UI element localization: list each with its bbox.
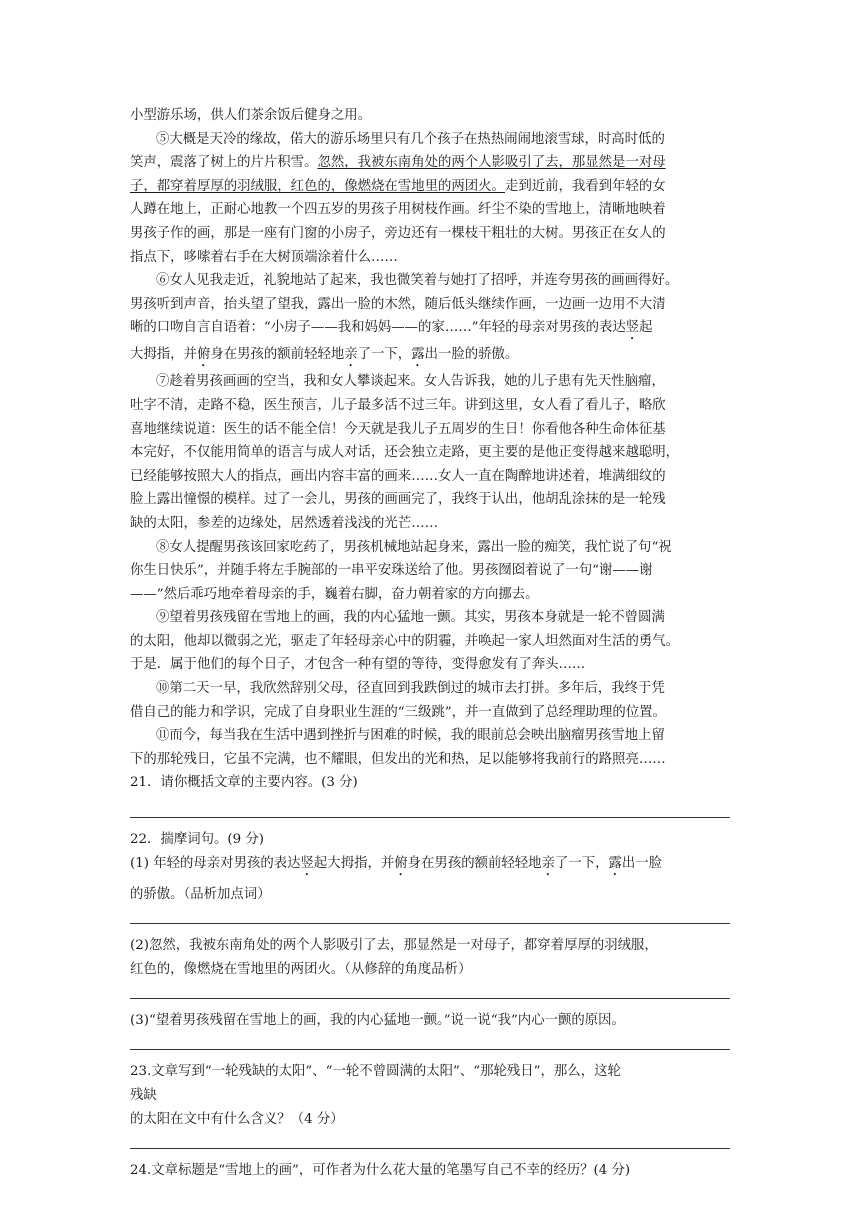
question-22-3: (3)“望着男孩残留在雪地上的画，我的内心猛地一颤。”说一说“我”内心一颤的原因。 bbox=[130, 1013, 625, 1029]
passage-line: ⑪而今，每当我在生活中遇到挫折与困难的时候，我的眼前总会映出脑瘤男孩雪地上留 bbox=[156, 728, 665, 744]
passage-line: ——”然后乖巧地牵着母亲的手，巍着右脚，奋力朝着家的方向挪去。 bbox=[130, 586, 539, 602]
passage-text: 大拇指，并 bbox=[130, 347, 197, 363]
dotted-word: 俯 bbox=[394, 856, 408, 872]
passage-line: 的太阳，他却以微弱之光，驱走了年轻母亲心中的阴霾，并唤起一家人坦然面对生活的勇气。 bbox=[130, 633, 680, 649]
passage-line: ⑩第二天一早，我欣然辞别父母，径直回到我跌倒过的城市去打拼。多年后，我终于凭 bbox=[156, 681, 665, 697]
dotted-word: 亲 bbox=[344, 347, 358, 363]
passage-line: 指点下，哆嗦着右手在大树顶端涂着什么…… bbox=[130, 249, 398, 265]
passage-line bbox=[130, 343, 730, 370]
dotted-word: 竖 bbox=[300, 856, 314, 872]
passage-line bbox=[130, 151, 730, 175]
dotted-word: 俯 bbox=[196, 347, 211, 363]
underlined-sentence: 忽然，我被东南角处的两个人影吸引了去，那显然是一对母 bbox=[317, 155, 666, 171]
answer-line bbox=[130, 998, 730, 999]
passage-line: 喜地继续说道：医生的话不能全信！今天就是我儿子五周岁的生日！你看他各种生命体征基 bbox=[130, 421, 666, 437]
question-23: 23.文章写到“一轮残缺的太阳”、“一轮不曾圆满的太阳”、“那轮残日”，那么，这轮 bbox=[130, 1064, 621, 1080]
passage-text: 了一下， bbox=[357, 347, 412, 363]
passage-text: 晰的口吻自言自语着：“小房子——我和妈妈——的家……”年轻的母亲对男孩的表达 bbox=[130, 320, 626, 336]
question-24: 24.文章标题是“雪地上的画”，可作者为什么花大量的笔墨写自己不幸的经历？(4 分) bbox=[130, 1163, 631, 1179]
passage-line: ⑦趁着男孩画画的空当，我和女人攀谈起来。女人告诉我，她的儿子患有先天性脑瘤， bbox=[156, 374, 665, 390]
passage-line: ⑨望着男孩残留在雪地上的画，我的内心猛地一颤。其实，男孩本身就是一轮不曾圆满 bbox=[156, 610, 665, 626]
passage-line: ⑥女人见我走近，礼貌地站了起来，我也微笑着与她打了招呼，并连夸男孩的画画得好。 bbox=[156, 273, 679, 289]
question-text: 身在男孩的额前轻轻地 bbox=[407, 856, 542, 872]
passage-text: 走到近前，我看到年轻的女 bbox=[504, 178, 666, 194]
question-22-1 bbox=[130, 852, 730, 879]
passage-text: 起 bbox=[639, 320, 653, 336]
passage-line: 已经能够按照大人的指点，画出内容丰富的画来……女人一直在陶醉地讲述着，堆满细纹的 bbox=[130, 468, 666, 484]
passage-line: 男孩子作的画，那是一座有门窗的小房子，旁边还有一棵枝干粗壮的大树。男孩正在女人的 bbox=[130, 225, 666, 241]
passage-line: 男孩听到声音，抬头望了望我，露出一脸的木然，随后低头继续作画，一边画一边用不大清 bbox=[130, 296, 666, 312]
question-21: 21．请你概括文章的主要内容。(3 分) bbox=[130, 775, 358, 791]
question-22: 22．揣摩词句。(9 分) bbox=[130, 832, 264, 848]
passage-line: 人蹲在地上，正耐心地教一个四五岁的男孩子用树枝作画。纤尘不染的雪地上，清晰地映着 bbox=[130, 202, 666, 218]
underlined-sentence: 子，都穿着厚厚的羽绒服，红色的，像燃烧在雪地里的两团火。 bbox=[130, 178, 505, 194]
dotted-word: 露 bbox=[411, 347, 425, 363]
passage-line bbox=[130, 175, 730, 199]
document-page bbox=[130, 104, 730, 1183]
question-text: (1) 年轻的母亲对男孩的表达 bbox=[130, 856, 301, 872]
dotted-word: 露 bbox=[608, 856, 622, 872]
passage-text: 身在男孩的额前轻轻地 bbox=[210, 347, 345, 363]
passage-line: 你生日快乐”，并随手将左手腕部的一串平安珠送给了他。男孩囫囵着说了一句“谢——谢 bbox=[130, 563, 653, 579]
passage-line: 下的那轮残日，它虽不完满，也不耀眼，但发出的光和热，足以能够将我前行的路照亮…… bbox=[130, 751, 666, 767]
dotted-word: 竖 bbox=[625, 320, 640, 336]
passage-line: 借自己的能力和学识，完成了自身职业生涯的“三级跳”，并一直做到了总经理助理的位置。 bbox=[130, 704, 666, 720]
passage-line bbox=[130, 316, 730, 343]
dotted-word: 亲 bbox=[541, 856, 555, 872]
question-text: 出一脸 bbox=[621, 856, 663, 872]
answer-line bbox=[130, 1148, 730, 1149]
passage-line: 缺的太阳，参差的边缘处，居然透着浅浅的光芒…… bbox=[130, 515, 438, 531]
question-text: 了一下， bbox=[554, 856, 609, 872]
passage-line: 脸上露出憧憬的模样。过了一会儿，男孩的画画完了，我终于认出，他胡乱涂抹的是一轮残 bbox=[130, 492, 666, 508]
passage-text: 笑声，震落了树上的片片积雪。 bbox=[130, 155, 318, 171]
question-23-cont: 残缺 bbox=[130, 1088, 157, 1104]
answer-line bbox=[130, 923, 730, 924]
passage-line: 本完好，不仅能用简单的语言与成人对话，还会独立走路，更主要的是他正变得越来越聪明， bbox=[130, 445, 680, 461]
passage-line: 于是．属于他们的每个日子，才包含一种有望的等待，变得愈发有了奔头…… bbox=[130, 657, 586, 673]
passage-line: ⑧女人提醒男孩该回家吃药了，男孩机械地站起身来，露出一脸的痴笑，我忙说了句“祝 bbox=[156, 539, 672, 555]
question-23-cont: 的太阳在文中有什么含义？（4 分） bbox=[130, 1112, 344, 1128]
answer-line bbox=[130, 817, 730, 818]
question-22-2-cont: 红色的，像燃烧在雪地里的两团火。（从修辞的角度品析） bbox=[130, 962, 472, 978]
passage-line: 吐字不清，走路不稳，医生预言，儿子最多活不过三年。讲到这里，女人看了看儿子，略欣 bbox=[130, 397, 666, 413]
passage-line: 小型游乐场，供人们茶余饭后健身之用。 bbox=[130, 108, 372, 123]
answer-line bbox=[130, 1049, 730, 1050]
question-22-2: (2)忽然，我被东南角处的两个人影吸引了去，那显然是一对母子，都穿着厚厚的羽绒服， bbox=[130, 938, 658, 954]
passage-text: 出一脸的骄傲。 bbox=[424, 347, 519, 363]
question-text: 起大拇指，并 bbox=[313, 856, 395, 872]
question-22-1-cont: 的骄傲。（品析加点词） bbox=[130, 887, 271, 903]
passage-line: ⑤大概是天冷的缘故，偌大的游乐场里只有几个孩子在热热闹闹地滚雪球，时高时低的 bbox=[156, 131, 665, 147]
